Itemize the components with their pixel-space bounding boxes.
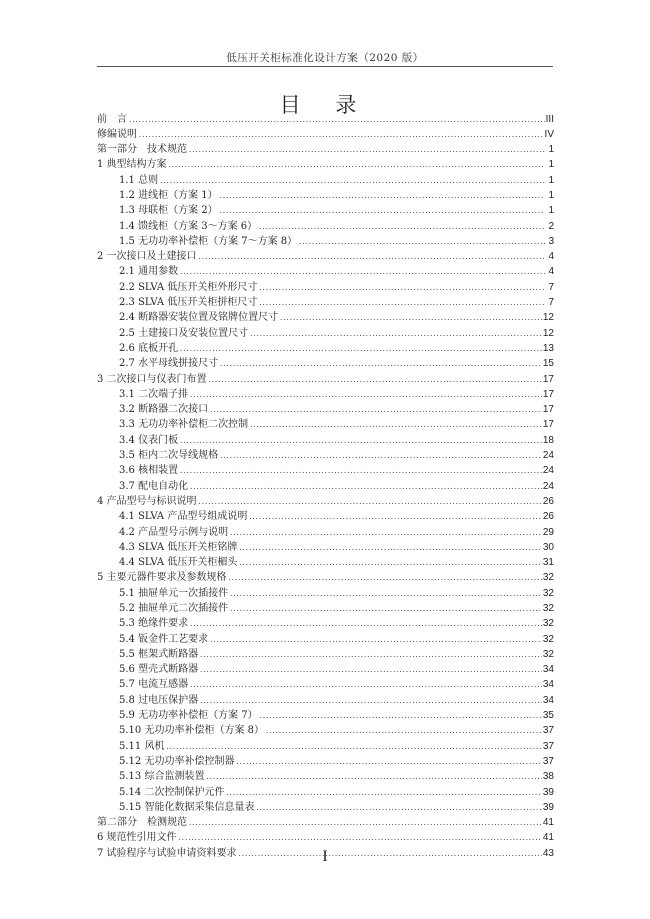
- toc-entry-page: 39: [542, 801, 554, 813]
- toc-entry-page: 31: [542, 557, 554, 569]
- toc-entry[interactable]: [97, 433, 554, 448]
- toc-leader-dots: [228, 571, 542, 586]
- header-rule: [97, 66, 553, 67]
- toc-leader-dots: [238, 541, 542, 556]
- toc-entry[interactable]: [97, 616, 554, 631]
- toc-entry[interactable]: [97, 815, 554, 830]
- toc-entry-label: 1 典型结构方案: [97, 159, 167, 171]
- toc-leader-dots: [199, 694, 542, 709]
- toc-entry-page: 4: [548, 266, 554, 278]
- toc-entry-page: 12: [542, 312, 554, 324]
- toc-entry-label: 修编说明: [97, 128, 137, 140]
- toc-leader-dots: [258, 281, 545, 296]
- toc-entry-label: 3.2 断路器二次接口: [119, 404, 209, 416]
- toc-entry-label: 2.2 SLVA 低压开关柜外形尺寸: [119, 281, 258, 293]
- toc-entry[interactable]: [97, 570, 554, 585]
- toc-entry-page: 17: [542, 419, 554, 431]
- toc-entry[interactable]: [97, 662, 554, 677]
- toc-entry-label: 1.5 无功功率补偿柜（方案 7～方案 8）: [119, 235, 298, 247]
- page-title: 目 录: [279, 93, 371, 117]
- page-number: I: [322, 848, 328, 865]
- toc-entry-page: IV: [544, 128, 554, 140]
- toc-leader-dots: [189, 617, 542, 632]
- toc-entry-label: 5.15 智能化数据采集信息量表: [119, 801, 255, 813]
- toc-leader-dots: [219, 204, 545, 219]
- toc-entry-page: 12: [542, 327, 554, 339]
- toc-leader-dots: [188, 816, 542, 831]
- toc-entry-label: 2.6 底板开孔: [119, 342, 179, 354]
- toc-entry-label: 5.6 塑壳式断路器: [119, 664, 199, 676]
- toc-leader-dots: [229, 587, 542, 602]
- toc-entry-label: 5.8 过电压保护器: [119, 694, 199, 706]
- toc-entry-label: 5.14 二次控制保护元件: [119, 786, 225, 798]
- toc-entry[interactable]: [97, 219, 554, 234]
- toc-entry-label: 7 试验程序与试验申请资料要求: [97, 847, 237, 859]
- toc-leader-dots: [279, 311, 542, 326]
- toc-entry-label: 5 主要元器件要求及参数规格: [97, 572, 227, 584]
- toc-leader-dots: [209, 633, 542, 648]
- toc-entry-page: 34: [542, 664, 554, 676]
- toc-entry[interactable]: [97, 402, 554, 417]
- toc-entry[interactable]: [97, 586, 554, 601]
- toc-entry[interactable]: [97, 525, 554, 540]
- toc-entry-label: 3.6 核相装置: [119, 465, 179, 477]
- toc-entry[interactable]: [97, 310, 554, 325]
- toc-leader-dots: [179, 464, 542, 479]
- toc-entry[interactable]: [97, 173, 554, 188]
- toc-leader-dots: [265, 724, 542, 739]
- toc-entry[interactable]: [97, 723, 554, 738]
- toc-leader-dots: [219, 449, 542, 464]
- toc-leader-dots: [235, 755, 541, 770]
- toc-entry-label: 第一部分 技术规范: [97, 144, 187, 156]
- toc-entry-label: 前 言: [97, 113, 127, 125]
- toc-entry-label: 1.2 进线柜（方案 1）: [119, 189, 218, 201]
- toc-leader-dots: [249, 327, 542, 342]
- toc-entry-page: 7: [548, 297, 554, 309]
- toc-leader-dots: [198, 495, 542, 510]
- toc-entry[interactable]: [97, 769, 554, 784]
- toc-leader-dots: [225, 786, 541, 801]
- toc-leader-dots: [178, 831, 542, 846]
- toc-entry-label: 4 产品型号与标识说明: [97, 495, 197, 507]
- toc-entry[interactable]: [97, 754, 554, 769]
- toc-entry-page: 24: [542, 465, 554, 477]
- toc-entry-label: 2.7 水平母线拼接尺寸: [119, 358, 219, 370]
- toc-entry-page: 1: [548, 205, 554, 217]
- toc-entry-page: 32: [542, 633, 554, 645]
- toc-entry-page: 17: [542, 404, 554, 416]
- toc-entry-page: 37: [542, 755, 554, 767]
- toc-leader-dots: [199, 663, 542, 678]
- toc-entry[interactable]: [97, 540, 554, 555]
- toc-leader-dots: [159, 174, 545, 189]
- toc-entry-label: 5.2 抽屉单元二次插接件: [119, 603, 229, 614]
- toc-entry-page: 4: [548, 251, 554, 263]
- toc-entry-label: 3.1 二次端子排: [119, 388, 189, 400]
- toc-entry-label: 3.7 配电自动化: [119, 480, 189, 492]
- toc-entry-label: 3.5 柜内二次导线规格: [119, 450, 219, 462]
- toc-entry-label: 3.3 无功功率补偿柜二次控制: [119, 419, 249, 431]
- toc-leader-dots: [189, 678, 542, 693]
- toc-entry[interactable]: [97, 601, 554, 616]
- toc-entry[interactable]: [97, 127, 554, 142]
- toc-leader-dots: [229, 526, 542, 541]
- toc-entry-page: 7: [548, 281, 554, 293]
- toc-entry-page: 39: [542, 786, 554, 798]
- toc-entry[interactable]: [97, 280, 554, 295]
- toc-entry-page: 41: [542, 832, 554, 844]
- toc-entry-label: 3 二次接口与仪表门布置: [97, 373, 207, 385]
- toc-entry[interactable]: [97, 157, 554, 172]
- toc-entry-page: 38: [542, 771, 554, 783]
- toc-entry[interactable]: [97, 387, 554, 402]
- toc-entry-page: 32: [542, 603, 554, 614]
- toc-entry-page: 32: [542, 618, 554, 630]
- toc-entry-page: 18: [542, 434, 554, 446]
- toc-leader-dots: [188, 143, 545, 158]
- toc-entry[interactable]: [97, 356, 554, 371]
- toc-entry[interactable]: [97, 188, 554, 203]
- toc-entry[interactable]: [97, 830, 554, 845]
- toc-entry[interactable]: [97, 677, 554, 692]
- toc-entry-label: 6 规范性引用文件: [97, 832, 177, 844]
- toc-entry-page: 26: [542, 511, 554, 523]
- toc-entry-label: 5.7 电流互感器: [119, 679, 189, 691]
- toc-entry-label: 1.4 馈线柜（方案 3～方案 6）: [119, 220, 258, 232]
- toc-entry[interactable]: [97, 693, 554, 708]
- toc-leader-dots: [138, 128, 544, 143]
- toc-entry-label: 第二部分 检测规范: [97, 817, 187, 829]
- toc-entry-page: 2: [548, 220, 554, 232]
- toc-entry-page: 37: [542, 740, 554, 752]
- toc-entry-page: 34: [542, 694, 554, 706]
- toc-entry-label: 4.3 SLVA 低压开关柜铭牌: [119, 541, 238, 553]
- toc-entry[interactable]: [97, 509, 554, 524]
- toc-leader-dots: [298, 235, 545, 250]
- toc-leader-dots: [249, 418, 542, 433]
- toc-entry[interactable]: [97, 448, 554, 463]
- toc-leader-dots: [205, 770, 541, 785]
- toc-entry-label: 5.9 无功功率补偿柜（方案 7）: [119, 710, 258, 722]
- toc-leader-dots: [219, 357, 542, 372]
- toc-entry-label: 4.2 产品型号示例与说明: [119, 526, 229, 538]
- toc-entry-label: 2.1 通用参数: [119, 266, 179, 278]
- toc-leader-dots: [168, 158, 545, 173]
- toc-entry[interactable]: [97, 203, 554, 218]
- toc-entry-label: 4.4 SLVA 低压开关柜楣头: [119, 557, 238, 569]
- toc-entry[interactable]: [97, 739, 554, 754]
- toc-entry[interactable]: [97, 326, 554, 341]
- toc-entry[interactable]: [97, 555, 554, 570]
- toc-leader-dots: [198, 250, 545, 265]
- toc-leader-dots: [258, 220, 545, 235]
- toc-entry-label: 5.13 综合监测装置: [119, 771, 205, 783]
- toc-entry-page: 29: [542, 526, 554, 538]
- toc-entry-page: 43: [542, 847, 554, 859]
- toc-entry-label: 5.5 框架式断路器: [119, 648, 199, 660]
- toc-entry[interactable]: [97, 264, 554, 279]
- toc-entry-label: 2.5 土建接口及安装位置尺寸: [119, 327, 249, 339]
- toc-entry-label: 1.3 母联柜（方案 2）: [119, 205, 218, 217]
- toc-entry-page: 37: [542, 725, 554, 737]
- toc-entry-label: 5.12 无功功率补偿控制器: [119, 755, 235, 767]
- toc-entry-page: 41: [542, 817, 554, 829]
- toc-leader-dots: [255, 801, 541, 816]
- toc-entry[interactable]: [97, 800, 554, 815]
- toc-entry-label: 2.3 SLVA 低压开关柜拼柜尺寸: [119, 297, 258, 309]
- toc-entry[interactable]: [97, 249, 554, 264]
- toc-entry-label: 4.1 SLVA 产品型号组成说明: [119, 511, 248, 523]
- toc-entry-page: 1: [548, 189, 554, 201]
- toc-entry[interactable]: [97, 372, 554, 387]
- toc-entry-page: 24: [542, 480, 554, 492]
- running-header: 低压开关柜标准化设计方案（2020 版）: [226, 52, 424, 64]
- toc-leader-dots: [189, 388, 542, 403]
- toc-entry[interactable]: [97, 234, 554, 249]
- toc-entry[interactable]: [97, 295, 554, 310]
- toc-entry[interactable]: [97, 647, 554, 662]
- toc-entry[interactable]: [97, 417, 554, 432]
- toc-leader-dots: [258, 296, 545, 311]
- toc-leader-dots: [209, 403, 542, 418]
- toc-leader-dots: [259, 709, 542, 724]
- toc-entry-page: 1: [548, 159, 554, 171]
- toc-entry-label: 2 一次接口及土建接口: [97, 251, 197, 263]
- toc-entry-page: 30: [542, 541, 554, 553]
- toc-leader-dots: [219, 189, 545, 204]
- toc-entry[interactable]: [97, 494, 554, 509]
- toc-entry-label: 5.4 钣金件工艺要求: [119, 633, 209, 645]
- toc-leader-dots: [179, 265, 545, 280]
- toc-entry-page: 3: [548, 235, 554, 247]
- toc-entry-page: 26: [542, 495, 554, 507]
- table-of-contents: [97, 112, 554, 862]
- toc-entry[interactable]: [97, 341, 554, 356]
- toc-entry-page: 17: [542, 388, 554, 400]
- toc-leader-dots: [208, 373, 542, 388]
- toc-entry-page: 24: [542, 450, 554, 462]
- toc-leader-dots: [229, 602, 542, 617]
- toc-entry-page: III: [545, 113, 554, 125]
- toc-leader-dots: [179, 342, 542, 357]
- toc-entry[interactable]: [97, 785, 554, 800]
- toc-leader-dots: [165, 740, 541, 755]
- toc-leader-dots: [199, 648, 542, 663]
- toc-leader-dots: [189, 480, 542, 495]
- toc-entry-label: 1.1 总则: [119, 174, 159, 186]
- toc-entry-label: 2.4 断路器安装位置及铭牌位置尺寸: [119, 312, 279, 324]
- toc-entry-page: 34: [542, 679, 554, 691]
- toc-entry[interactable]: [97, 632, 554, 647]
- toc-entry-label: 5.11 风机: [119, 740, 165, 752]
- toc-leader-dots: [179, 434, 542, 449]
- toc-entry-page: 32: [542, 587, 554, 599]
- toc-leader-dots: [248, 510, 542, 525]
- toc-entry-page: 32: [542, 648, 554, 660]
- toc-entry[interactable]: [97, 479, 554, 494]
- toc-entry-page: 13: [542, 342, 554, 354]
- toc-leader-dots: [238, 556, 542, 571]
- toc-entry-label: 5.1 抽屉单元一次插接件: [119, 587, 229, 599]
- toc-entry[interactable]: [97, 463, 554, 478]
- toc-entry-page: 17: [542, 373, 554, 385]
- toc-entry-label: 5.3 绝缘件要求: [119, 618, 189, 630]
- toc-entry-page: 15: [542, 358, 554, 370]
- toc-entry-page: 35: [542, 710, 554, 722]
- toc-entry[interactable]: [97, 708, 554, 723]
- toc-entry-label: 5.10 无功功率补偿柜（方案 8）: [119, 725, 264, 737]
- toc-entry-page: 1: [548, 144, 554, 156]
- toc-entry-label: 3.4 仪表门板: [119, 434, 179, 446]
- toc-leader-dots: [128, 113, 545, 128]
- toc-entry[interactable]: [97, 142, 554, 157]
- toc-entry-page: 1: [548, 174, 554, 186]
- toc-entry-page: 32: [542, 572, 554, 584]
- toc-entry[interactable]: [97, 112, 554, 127]
